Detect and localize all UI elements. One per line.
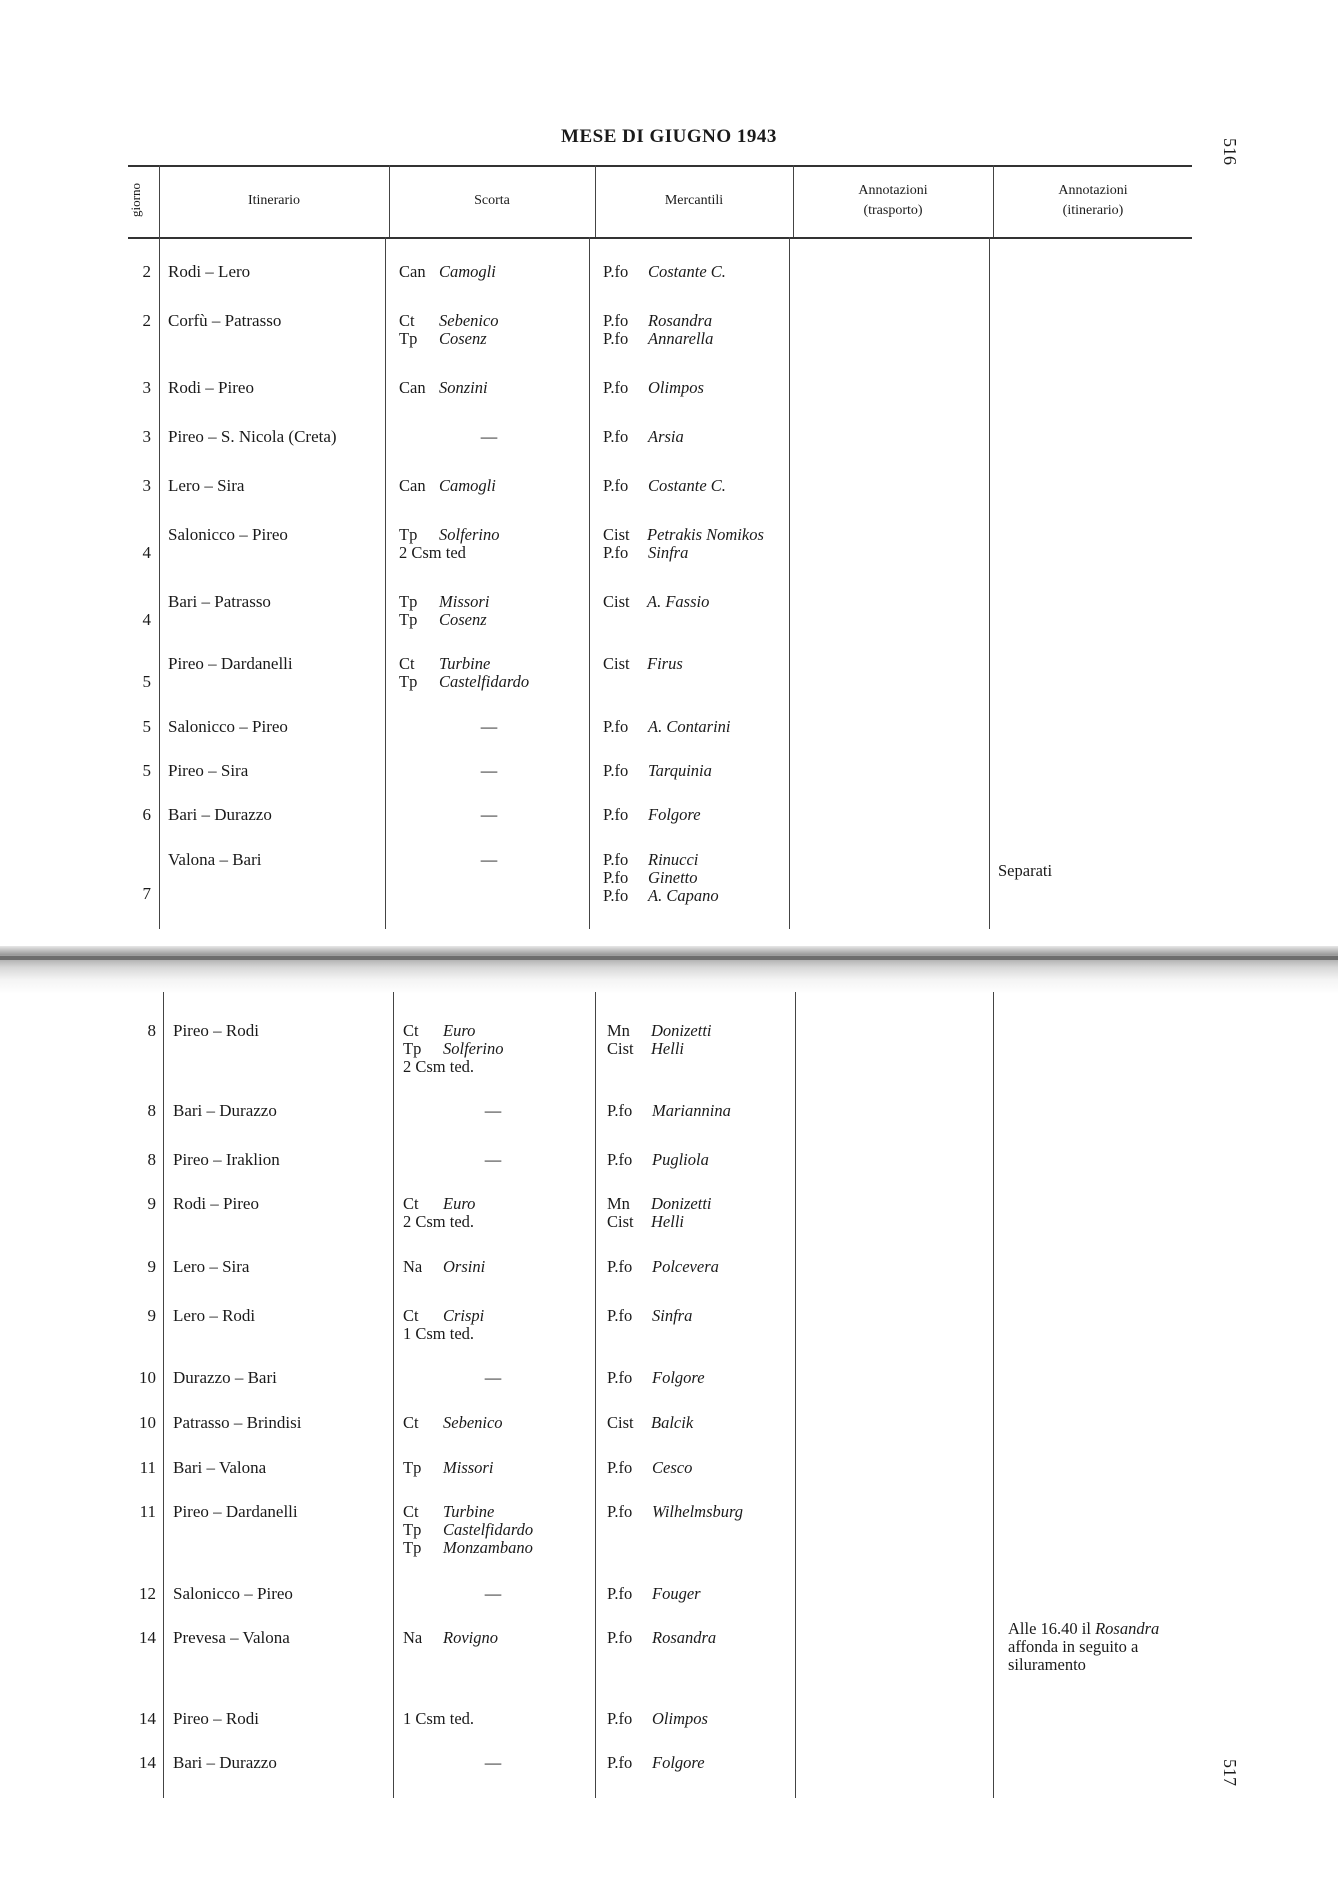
- merchant-line: P.fo Costante C.: [603, 262, 726, 281]
- escort-line: Ct Crispi: [403, 1306, 485, 1325]
- escort-line: Tp Castelfidardo: [403, 1520, 534, 1539]
- row-escort: [403, 1754, 583, 1772]
- merchant-line: P.fo Ginetto: [603, 868, 698, 887]
- row-day: 3: [142, 378, 151, 397]
- column-rule: [793, 165, 794, 237]
- escort-none-dash: —: [484, 1150, 502, 1169]
- row-merchant: [607, 1022, 712, 1058]
- row-route: Rodi – Pireo: [173, 1194, 259, 1213]
- row-merchant: [607, 1585, 701, 1603]
- row-merchant: [607, 1629, 716, 1647]
- row-route: Pireo – Dardanelli: [168, 654, 293, 673]
- row-route: Pireo – Dardanelli: [173, 1502, 298, 1521]
- merchant-line: P.fo Sinfra: [603, 543, 689, 562]
- row-route: Salonicco – Pireo: [168, 717, 288, 736]
- merchant-line: P.fo Polcevera: [607, 1257, 719, 1276]
- escort-line: Can Sonzini: [399, 378, 488, 397]
- row-day: 14: [139, 1753, 156, 1772]
- merchant-line: P.fo Arsia: [603, 427, 684, 446]
- row-escort: [399, 851, 579, 869]
- column-rule: [589, 237, 590, 929]
- row-route: Salonicco – Pireo: [173, 1584, 293, 1603]
- row-day: 8: [147, 1101, 156, 1120]
- row-day: 11: [139, 1502, 156, 1521]
- row-escort: [399, 428, 579, 446]
- row-route: Pireo – S. Nicola (Creta): [168, 427, 337, 446]
- escort-line: Tp Cosenz: [399, 610, 487, 629]
- merchant-line: P.fo Cesco: [607, 1458, 693, 1477]
- row-day: 11: [139, 1458, 156, 1477]
- escort-none-dash: —: [480, 427, 498, 446]
- column-rule: [989, 237, 990, 929]
- row-escort: [403, 1258, 485, 1276]
- row-route: Patrasso – Brindisi: [173, 1413, 302, 1432]
- escort-line: Ct Turbine: [403, 1502, 495, 1521]
- row-annotation: Alle 16.40 il Rosandra affonda in seguito a siluramento: [1008, 1619, 1160, 1674]
- row-day: 14: [139, 1628, 156, 1647]
- row-escort: [403, 1710, 474, 1728]
- merchant-line: P.fo Wilhelmsburg: [607, 1502, 744, 1521]
- row-escort: [403, 1369, 583, 1387]
- escort-line: 2 Csm ted.: [403, 1057, 475, 1076]
- escort-line: Ct Sebenico: [403, 1413, 503, 1432]
- escort-line: Tp Missori: [403, 1458, 494, 1477]
- row-route: Rodi – Lero: [168, 262, 251, 281]
- row-escort: [399, 718, 579, 736]
- row-escort: [403, 1102, 583, 1120]
- row-merchant: [603, 312, 713, 348]
- row-escort: [399, 312, 499, 348]
- row-day: 10: [139, 1368, 156, 1387]
- escort-none-dash: —: [484, 1584, 502, 1603]
- column-rule: [595, 165, 596, 237]
- header-annot-itinerario-line2: (itinerario): [1062, 203, 1124, 218]
- escort-line: Ct Sebenico: [399, 311, 499, 330]
- row-day: 3: [142, 427, 151, 446]
- row-day: 4: [142, 543, 151, 562]
- row-annotation: Separati: [998, 861, 1053, 880]
- row-merchant: [603, 718, 731, 736]
- row-escort: [403, 1503, 533, 1557]
- row-route: Pireo – Sira: [168, 761, 249, 780]
- merchant-line: Cist A. Fassio: [603, 592, 710, 611]
- row-escort: [399, 762, 579, 780]
- column-rule: [993, 992, 994, 1798]
- row-day: 4: [142, 610, 151, 629]
- escort-none-dash: —: [484, 1101, 502, 1120]
- merchant-line: P.fo A. Capano: [603, 886, 719, 905]
- escort-line: Ct Euro: [403, 1021, 476, 1040]
- row-merchant: [607, 1459, 692, 1477]
- row-day: 5: [142, 761, 151, 780]
- row-day: 9: [147, 1306, 156, 1325]
- row-escort: [403, 1195, 475, 1231]
- row-route: Lero – Sira: [173, 1257, 250, 1276]
- row-merchant: [607, 1369, 705, 1387]
- row-merchant: [603, 851, 719, 905]
- merchant-line: P.fo Folgore: [603, 805, 701, 824]
- row-day: 14: [139, 1709, 156, 1728]
- row-escort: [399, 477, 496, 495]
- page-fold-shadow: [0, 946, 1338, 994]
- row-merchant: [607, 1258, 719, 1276]
- row-day: 8: [147, 1021, 156, 1040]
- header-scorta: Scorta: [474, 193, 510, 208]
- escort-line: Tp Cosenz: [399, 329, 487, 348]
- escort-none-dash: —: [480, 805, 498, 824]
- page-title: MESE DI GIUGNO 1943: [561, 126, 777, 147]
- row-day: 2: [142, 262, 151, 281]
- escort-none-dash: —: [480, 850, 498, 869]
- merchant-line: P.fo Costante C.: [603, 476, 726, 495]
- column-rule: [795, 992, 796, 1798]
- header-annotazioni-itinerario: [994, 170, 1192, 232]
- escort-line: Tp Castelfidardo: [399, 672, 530, 691]
- merchant-line: P.fo Rinucci: [603, 850, 699, 869]
- merchant-line: Mn Donizetti: [607, 1021, 712, 1040]
- escort-none-dash: —: [484, 1753, 502, 1772]
- merchant-line: Cist Helli: [607, 1212, 684, 1231]
- merchant-line: P.fo Rosandra: [603, 311, 713, 330]
- page-number-top: 516: [1220, 138, 1240, 165]
- header-annot-trasporto-line1: Annotazioni: [858, 183, 928, 198]
- column-rule: [159, 237, 160, 929]
- merchant-line: Cist Balcik: [607, 1413, 694, 1432]
- row-escort: [403, 1585, 583, 1603]
- row-day: 6: [142, 805, 151, 824]
- page-number-bottom: 517: [1220, 1759, 1240, 1786]
- column-rule: [389, 165, 390, 237]
- row-merchant: [603, 263, 726, 281]
- column-rule: [595, 992, 596, 1798]
- merchant-line: P.fo Tarquinia: [603, 761, 712, 780]
- row-route: Bari – Valona: [173, 1458, 267, 1477]
- row-merchant: [607, 1151, 709, 1169]
- row-merchant: [607, 1102, 731, 1120]
- row-escort: [399, 806, 579, 824]
- row-route: Salonicco – Pireo: [168, 525, 288, 544]
- row-merchant: [603, 379, 704, 397]
- row-escort: [403, 1151, 583, 1169]
- row-merchant: [603, 428, 684, 446]
- header-itinerario: Itinerario: [247, 193, 301, 208]
- row-merchant: [603, 593, 709, 611]
- column-rule: [393, 992, 394, 1798]
- escort-line: Can Camogli: [399, 262, 496, 281]
- escort-line: Tp Missori: [399, 592, 490, 611]
- row-merchant: [603, 526, 764, 562]
- column-rule: [159, 165, 160, 237]
- row-route: Valona – Bari: [168, 850, 262, 869]
- merchant-line: P.fo Pugliola: [607, 1150, 709, 1169]
- row-escort: [403, 1629, 498, 1647]
- row-escort: [399, 379, 488, 397]
- row-route: Pireo – Rodi: [173, 1021, 259, 1040]
- header-top-rule: [128, 165, 1192, 167]
- row-day: 12: [139, 1584, 156, 1603]
- row-merchant: [603, 762, 712, 780]
- row-escort: [403, 1022, 504, 1076]
- escort-line: 2 Csm ted.: [403, 1212, 475, 1231]
- merchant-line: P.fo Rosandra: [607, 1628, 717, 1647]
- escort-line: Na Rovigno: [403, 1628, 498, 1647]
- row-escort: [403, 1459, 493, 1477]
- column-rule: [789, 237, 790, 929]
- row-day: 9: [147, 1194, 156, 1213]
- escort-line: Ct Turbine: [399, 654, 491, 673]
- merchant-line: P.fo Fouger: [607, 1584, 701, 1603]
- row-escort: [399, 263, 496, 281]
- escort-line: 1 Csm ted.: [403, 1324, 475, 1343]
- merchant-line: Mn Donizetti: [607, 1194, 712, 1213]
- merchant-line: P.fo Mariannina: [607, 1101, 731, 1120]
- column-rule: [385, 237, 386, 929]
- escort-none-dash: —: [484, 1368, 502, 1387]
- row-route: Bari – Durazzo: [168, 805, 272, 824]
- row-merchant: [607, 1710, 708, 1728]
- merchant-line: P.fo Folgore: [607, 1368, 705, 1387]
- row-merchant: [603, 477, 726, 495]
- row-merchant: [607, 1503, 743, 1521]
- page-fold-line: [0, 956, 1338, 960]
- row-route: Bari – Durazzo: [173, 1753, 277, 1772]
- row-escort: [399, 593, 489, 629]
- escort-line: 1 Csm ted.: [403, 1709, 475, 1728]
- escort-line: Ct Euro: [403, 1194, 476, 1213]
- row-escort: [399, 655, 529, 691]
- row-merchant: [603, 655, 683, 673]
- row-merchant: [607, 1195, 712, 1231]
- row-day: 8: [147, 1150, 156, 1169]
- escort-line: 2 Csm ted: [399, 543, 466, 562]
- escort-line: Tp Solferino: [403, 1039, 504, 1058]
- escort-line: Can Camogli: [399, 476, 496, 495]
- merchant-line: Cist Petrakis Nomikos: [603, 525, 764, 544]
- row-day: 5: [142, 717, 151, 736]
- row-day: 9: [147, 1257, 156, 1276]
- column-rule: [993, 165, 994, 237]
- row-day: 5: [142, 672, 151, 691]
- row-merchant: [607, 1414, 693, 1432]
- header-bottom-rule: [128, 237, 1192, 239]
- row-escort: [399, 526, 500, 562]
- escort-none-dash: —: [480, 761, 498, 780]
- merchant-line: P.fo Olimpos: [603, 378, 704, 397]
- merchant-line: Cist Helli: [607, 1039, 684, 1058]
- row-route: Rodi – Pireo: [168, 378, 254, 397]
- merchant-line: P.fo Sinfra: [607, 1306, 693, 1325]
- row-merchant: [607, 1307, 692, 1325]
- row-day: 2: [142, 311, 151, 330]
- header-giorno: giorno: [127, 183, 143, 217]
- row-route: Lero – Rodi: [173, 1306, 256, 1325]
- row-route: Bari – Durazzo: [173, 1101, 277, 1120]
- header-annot-itinerario-line1: Annotazioni: [1058, 183, 1128, 198]
- merchant-line: P.fo Olimpos: [607, 1709, 708, 1728]
- escort-line: Tp Monzambano: [403, 1538, 533, 1557]
- row-route: Corfù – Patrasso: [168, 311, 282, 330]
- escort-line: Tp Solferino: [399, 525, 500, 544]
- column-rule: [163, 992, 164, 1798]
- header-annotazioni-trasporto: [794, 170, 992, 232]
- header-mercantili: Mercantili: [664, 193, 724, 208]
- row-route: Bari – Patrasso: [168, 592, 271, 611]
- row-merchant: [603, 806, 701, 824]
- header-annot-trasporto-line2: (trasporto): [863, 203, 923, 218]
- merchant-line: P.fo Folgore: [607, 1753, 705, 1772]
- row-route: Pireo – Rodi: [173, 1709, 259, 1728]
- row-route: Durazzo – Bari: [173, 1368, 277, 1387]
- row-escort: [403, 1414, 503, 1432]
- escort-line: Na Orsini: [403, 1257, 486, 1276]
- merchant-line: Cist Firus: [603, 654, 683, 673]
- row-merchant: [607, 1754, 705, 1772]
- row-route: Pireo – Iraklion: [173, 1150, 280, 1169]
- row-route: Lero – Sira: [168, 476, 245, 495]
- row-day: 10: [139, 1413, 156, 1432]
- row-day: 7: [142, 884, 151, 903]
- row-day: 3: [142, 476, 151, 495]
- row-escort: [403, 1307, 484, 1343]
- merchant-line: P.fo A. Contarini: [603, 717, 731, 736]
- escort-none-dash: —: [480, 717, 498, 736]
- merchant-line: P.fo Annarella: [603, 329, 714, 348]
- row-route: Prevesa – Valona: [173, 1628, 290, 1647]
